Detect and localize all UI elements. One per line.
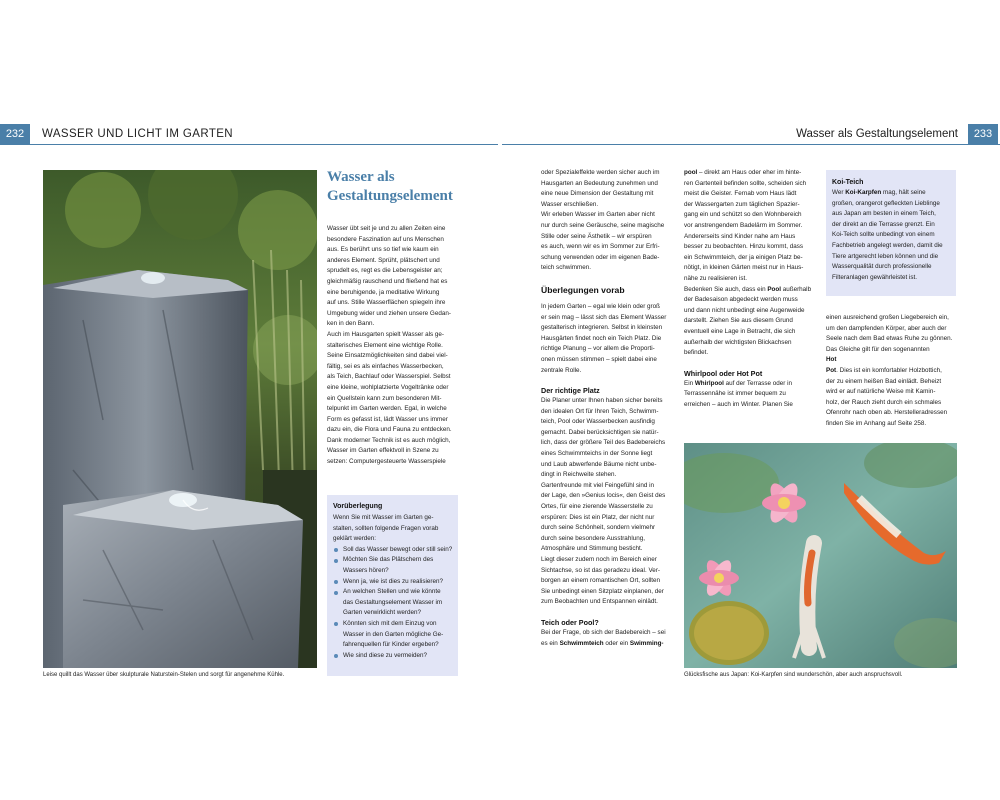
text-line: lich, dass der größere Teil des Badebereichs xyxy=(541,439,666,447)
question-item xyxy=(333,545,455,556)
text-line: der zu einem heißen Bad einlädt. Beheizt xyxy=(826,377,942,385)
caption-right: Glücksfische aus Japan: Koi-Karpfen sind wunderschön, aber auch anspruchsvoll. xyxy=(684,672,903,678)
text-line: Pot. Dies ist ein komfortabler Holzbottich, xyxy=(826,366,942,374)
text-line: Ortes, für eine zierende Wasserstelle zu xyxy=(541,503,653,511)
article-title-line-1: Wasser als xyxy=(327,169,395,185)
text-line: schung verwenden oder im eigenen Bade- xyxy=(541,253,660,261)
text-line: borgen an einem romantischen Ort, sollten xyxy=(541,577,661,585)
text-line: finden Sie im Anhang auf Seite 258. xyxy=(826,419,927,427)
heading-richtiger-platz: Der richtige Platz xyxy=(541,386,600,396)
question-line: Könnten sich mit dem Einzug von xyxy=(343,619,437,627)
text-line: richtige Planung – vor allem die Proporti- xyxy=(541,345,655,353)
text-line: aus Japan am besten in einem Teich, xyxy=(832,210,936,218)
text-line: Bei der Frage, ob sich der Badebereich – sei xyxy=(541,628,666,636)
text-line: es auch, wenn wir es im Sommer zur Erfri- xyxy=(541,243,660,251)
text-line: Umgebung wider und ziehen unsere Gedan- xyxy=(327,309,451,317)
stone-fountain-photo xyxy=(43,170,317,668)
text-line: Stille oder seine Ästhetik – wir erspüren xyxy=(541,232,652,240)
question-line: An welchen Stellen und wie könnte xyxy=(343,588,441,596)
text-line: der direkt an die Terrasse grenzt. Ein xyxy=(832,220,935,228)
question-line: Soll das Wasser bewegt oder still sein? xyxy=(343,545,453,553)
text-line: gleichmäßig rauschend und fließend hat es xyxy=(327,277,448,285)
text-line: Wenn Sie mit Wasser im Garten ge- xyxy=(333,514,434,521)
text-line: Seine Einsatzmöglichkeiten sind dabei viel- xyxy=(327,352,448,360)
text-line: um den dampfenden Körper, aber auch der xyxy=(826,324,947,332)
text-line: Atmosphäre und Stimmung besticht. xyxy=(541,545,643,553)
box-vorueberlegung xyxy=(327,495,458,676)
text-line: durch seine besondere Ausstrahlung, xyxy=(541,534,645,542)
text-line: nähe zu realisieren ist. xyxy=(684,274,748,282)
text-line: Liegt dieser zudem noch im Bereich einer xyxy=(541,556,657,563)
text-line: auf uns. Stille Wasserflächen spiegeln ihre xyxy=(327,299,446,307)
text-line: Wasserqualität durch professionelle xyxy=(832,263,932,271)
text-line: fältig, sei es als einfaches Wasserbecken, xyxy=(327,362,444,370)
text-line: befindet. xyxy=(684,349,709,357)
text-line: Hot xyxy=(826,356,837,364)
column-4-text xyxy=(826,313,961,430)
box-vorueberlegung-title: Vorüberlegung xyxy=(333,503,383,510)
text-line: Sie unbedingt einen Sitzplatz einplanen, der xyxy=(541,587,664,595)
text-line: Filteranlagen gewährleistet ist. xyxy=(832,273,918,281)
heading-ueberlegungen: Überlegungen vorab xyxy=(541,284,625,295)
text-line: darstellt. Ziehen Sie aus diesem Grund xyxy=(684,317,793,325)
text-line: zentrale Rolle. xyxy=(541,366,582,374)
page-number-left: 232 xyxy=(0,124,30,144)
text-line: oder Spezialeffekte werden sicher auch im xyxy=(541,169,660,176)
text-line: großen, orangerot gefleckten Lieblinge xyxy=(832,199,940,207)
box-koi-teich xyxy=(826,170,956,296)
column-3-text xyxy=(684,168,819,410)
heading-whirlpool: Whirlpool oder Hot Pot xyxy=(684,368,763,378)
text-line: Wir erleben Wasser im Garten aber nicht xyxy=(541,211,655,219)
text-line: Wasser im Garten effektvoll in Szene zu xyxy=(327,447,439,455)
text-line: eine kleine, wohlplatzierte Vogeltränke oder xyxy=(327,383,449,391)
text-line: gang ein und schützt so den Wohnbereich xyxy=(684,211,802,219)
question-item xyxy=(333,577,455,588)
koi-pond-photo xyxy=(684,443,957,668)
question-line: das Gestaltungselement Wasser im xyxy=(343,598,443,606)
text-line: und Laub abwerfende Bäume nicht unbe- xyxy=(541,460,657,468)
text-line: sprudelt es, regt es die Lebensgeister an; xyxy=(327,267,443,275)
text-line: Ofenrohr nach oben ab. Herstelleradressen xyxy=(826,409,948,417)
article-title xyxy=(327,168,453,206)
text-line: Terrassennähe ist immer bequem zu xyxy=(684,390,786,398)
question-item xyxy=(333,619,455,651)
text-line: In jedem Garten – egal wie klein oder groß xyxy=(541,302,661,310)
text-line: nötigt, in kleinen Gärten meist nur in Haus- xyxy=(684,264,804,272)
text-line: besser zu beobachten. Hinzu kommt, dass xyxy=(684,243,804,251)
text-line: stalten, sollten folgende Fragen vorab xyxy=(333,524,439,532)
text-line: telpunkt im Garten werden. Egal, in welche xyxy=(327,405,447,413)
header-rule-left xyxy=(0,144,498,145)
text-line: Koi-Teich sollte unbedingt von einem xyxy=(832,231,935,239)
column-1-text xyxy=(327,224,462,468)
text-line: stalterisches Element eine wichtige Rolle. xyxy=(327,341,443,349)
text-line: Hausgärten findet noch ein Teich Platz. Die xyxy=(541,334,662,342)
text-line: teich schwimmen. xyxy=(541,264,592,272)
question-item xyxy=(333,555,455,576)
text-line: Seele nach dem Bad etwas Ruhe zu gönnen. xyxy=(826,335,953,343)
box-koi-title: Koi-Teich xyxy=(832,179,864,186)
text-line: geklärt werden: xyxy=(333,535,377,543)
text-line: als Teich, Bachlauf oder Wasserspiel. Selbst xyxy=(327,373,451,381)
text-line: Fachbetrieb angelegt werden, damit die xyxy=(832,241,943,249)
header-rule-right xyxy=(502,144,1000,145)
text-line: Form es gefasst ist, lädt Wasser uns immer xyxy=(327,415,448,423)
text-line: teich, Pool oder Wasserbecken ausfindig xyxy=(541,418,655,426)
question-line: Möchten Sie das Plätschern des xyxy=(343,556,434,564)
text-line: Wasser erschließen. xyxy=(541,200,599,208)
question-line: Wasser in den Garten mögliche Ge- xyxy=(343,630,444,638)
text-line: Dank moderner Technik ist es auch möglich, xyxy=(327,436,451,444)
text-line: ren Gartenteil befinden sollte, scheiden sich xyxy=(684,179,807,187)
text-line: der Lage, den »Genius locis«, den Geist des xyxy=(541,492,666,500)
text-line: zum Beobachten und Entspannen einlädt. xyxy=(541,598,658,606)
text-line: besondere Faszination auf uns Menschen xyxy=(327,235,444,243)
question-line: Garten verwirklicht werden? xyxy=(343,609,422,617)
article-title-line-2: Gestaltungselement xyxy=(327,188,453,204)
text-line: meist die Geister. Fernab vom Haus lädt xyxy=(684,190,797,198)
question-line: Wie sind diese zu vermeiden? xyxy=(343,651,427,659)
text-line: aus. Es berührt uns so tief wie kaum ein xyxy=(327,246,439,254)
question-line: Wenn ja, wie ist dies zu realisieren? xyxy=(343,577,443,585)
text-line: außerhalb der wichtigsten Blickachsen xyxy=(684,338,792,346)
text-line: vor anstrengendem Badelärm im Sommer. xyxy=(684,221,803,229)
running-title-left: WASSER UND LICHT IM GARTEN xyxy=(42,128,234,140)
text-line: es ein Schwimmteich oder ein Swimming- xyxy=(541,639,664,647)
text-line: eine beruhigende, ja meditative Wirkung xyxy=(327,288,440,296)
text-line: ein Quellstein kann zum besonderen Mit- xyxy=(327,394,442,402)
page-number-right: 233 xyxy=(968,124,998,144)
text-line: onen müssen stimmen – spielt dabei eine xyxy=(541,355,657,363)
text-line: und dann nicht unbedingt eine Augenweide xyxy=(684,306,805,314)
text-line: pool – direkt am Haus oder eher im hinte- xyxy=(684,169,802,176)
text-line: Sichtachse, so ist das geradezu ideal. Ver- xyxy=(541,566,661,574)
heading-teich-oder-pool: Teich oder Pool? xyxy=(541,617,599,627)
text-line: er sein mag – lässt sich das Element Wasser xyxy=(541,313,667,321)
text-line: gemacht. Dabei berücksichtigen sie natür- xyxy=(541,428,659,436)
text-line: eines Schwimmteichs in der Sonne liegt xyxy=(541,450,653,458)
text-line: der Badesaison abgedeckt werden muss xyxy=(684,296,798,304)
caption-left: Leise quillt das Wasser über skulpturale Naturstein-Stelen und sorgt für angenehme Kühle. xyxy=(43,672,285,678)
text-line: gestalterisch integrieren. Selbst in kleinsten xyxy=(541,324,663,332)
column-2-text xyxy=(541,168,676,649)
text-line: der Wassergarten zum täglichen Spazier- xyxy=(684,200,800,208)
text-line: setzen: Computergesteuerte Wasserspiele xyxy=(327,458,446,466)
text-line: eine neue Dimension der Gestaltung mit xyxy=(541,190,654,198)
text-line: dingt in Reichweite stehen. xyxy=(541,471,617,479)
text-line: wird er auf natürliche Weise mit Kamin- xyxy=(826,388,936,396)
text-line: Wasser übt seit je und zu allen Zeiten eine xyxy=(327,225,446,232)
text-line: anderes Element. Sprüht, plätschert und xyxy=(327,256,440,264)
text-line: Tiere artgerecht leben können und die xyxy=(832,252,939,260)
text-line: Andererseits sind Kinder nahe am Haus xyxy=(684,232,796,240)
text-line: den idealen Ort für Ihren Teich, Schwimm- xyxy=(541,407,659,415)
text-line: Gartenfreunde mit viel Feingefühl sind in xyxy=(541,481,655,489)
text-line: eventuell eine Lage in Betracht, die sich xyxy=(684,327,796,335)
text-line: Auch im Hausgarten spielt Wasser als ge- xyxy=(327,330,445,338)
text-line: holz, der Rauch zieht durch ein schmales xyxy=(826,398,942,406)
text-line: Hausgarten an Bedeutung zunehmen und xyxy=(541,179,658,187)
text-line: Das Gleiche gilt für den sogenannten xyxy=(826,345,930,353)
text-line: Bedenken Sie auch, dass ein Pool außerhalb xyxy=(684,285,812,293)
text-line: dazu ein, die Flora und Fauna zu entdecken. xyxy=(327,426,452,434)
text-line: erspüren: Dies ist ein Platz, der nicht nur xyxy=(541,513,655,521)
text-line: Wer Koi-Karpfen mag, hält seine xyxy=(832,189,926,196)
question-line: fahrenquellen für Kinder ergeben? xyxy=(343,641,439,649)
question-line: Wassers hören? xyxy=(343,566,389,574)
text-line: nur durch seine Geräusche, seine magische xyxy=(541,221,665,229)
text-line: ken in den Bann. xyxy=(327,320,375,328)
question-item xyxy=(333,587,455,619)
text-line: ein Schwimmteich, der ja einigen Platz be- xyxy=(684,253,803,261)
text-line: erreichen – auch im Winter. Planen Sie xyxy=(684,400,793,408)
question-item xyxy=(333,651,455,662)
text-line: Ein Whirlpool auf der Terrasse oder in xyxy=(684,379,793,387)
text-line: einen ausreichend großen Liegebereich ein, xyxy=(826,314,949,321)
text-line: durch seine Schönheit, sondern vielmehr xyxy=(541,524,656,532)
question-list xyxy=(333,545,455,662)
running-title-right: Wasser als Gestaltungselement xyxy=(796,128,958,140)
text-line: Die Planer unter Ihnen haben sicher bereits xyxy=(541,397,663,405)
